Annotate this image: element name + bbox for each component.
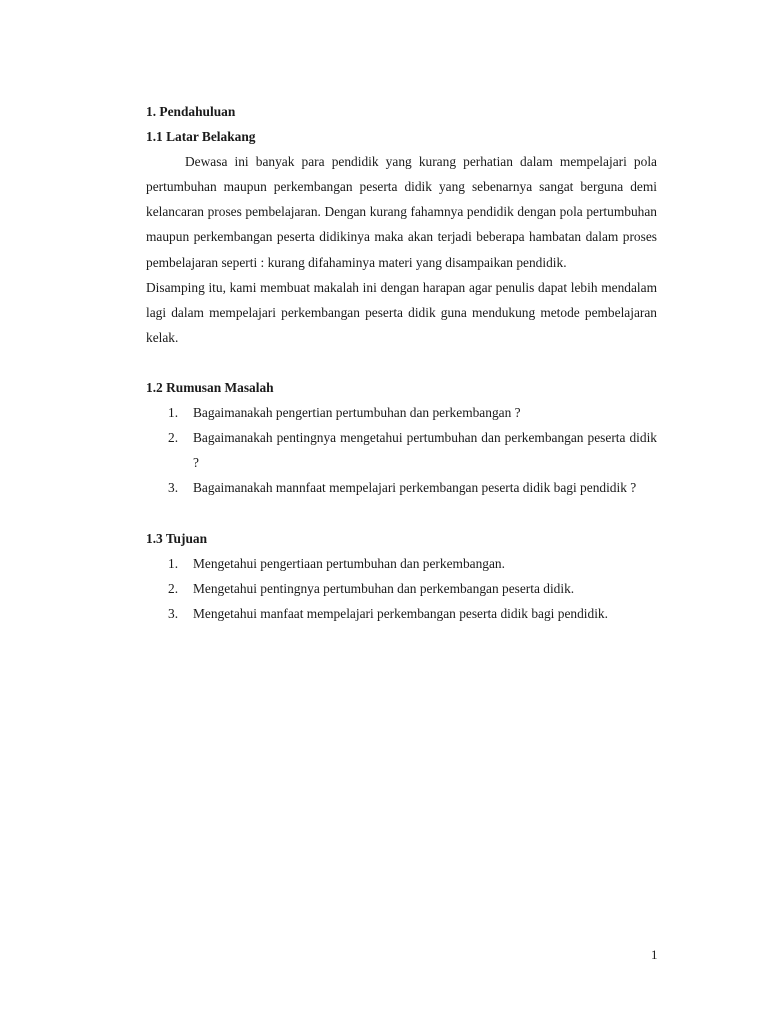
list-item-number: 2. [168,430,179,446]
list-item [146,601,657,626]
list-item-number: 3. [168,480,179,496]
list-item-text: Bagaimanakah pengertian pertumbuhan dan perkembangan ? [193,405,521,421]
section-heading-pendahuluan: 1. Pendahuluan [146,104,236,119]
list-item-number: 1. [168,405,179,421]
list-item-number: 2. [168,580,179,596]
document-page [146,99,657,626]
list-item [146,425,657,475]
list-item [146,576,657,601]
section-heading-latar-belakang: 1.1 Latar Belakang [146,129,256,145]
list-item [146,400,657,425]
page-number: 1 [651,947,658,962]
section-heading-rumusan-masalah: 1.2 Rumusan Masalah [146,380,274,396]
list-item-text: Mengetahui pentingnya pertumbuhan dan perkembangan peserta didik. [193,580,575,596]
list-item-number: 1. [168,555,179,571]
list-item [146,475,657,500]
tujuan-list [146,551,657,626]
list-item-text: Mengetahui pengertiaan pertumbuhan dan perkembangan. [193,555,505,571]
list-item-text: Mengetahui manfaat mempelajari perkembangan peserta didik bagi pendidik. [193,605,608,621]
list-item-number: 3. [168,605,179,621]
rumusan-masalah-list [146,400,657,500]
paragraph-latar-belakang-2: Disamping itu, kami membuat makalah ini dengan harapan agar penulis dapat lebih mendalam lagi dalam mempelajari perkembangan peserta didik guna mendukung metode pembelajaran kelak. [146,279,657,345]
list-item [146,551,657,576]
section-heading-tujuan: 1.3 Tujuan [146,530,208,546]
list-item-text: Bagaimanakah pentingnya mengetahui pertumbuhan dan perkembangan peserta didik ? [193,430,657,471]
paragraph-latar-belakang-1: Dewasa ini banyak para pendidik yang kurang perhatian dalam mempelajari pola pertumbuhan maupun perkembangan peserta didik yang sebenarnya sangat berguna demi kelancaran proses pembelajaran. Dengan kurang fahamnya pendidik dengan pola pertumbuhan maupun perkembangan peserta didikinya maka akan terjadi beberapa hambatan dalam proses pembelajaran seperti : kurang difahaminya materi yang disampaikan pendidik. [146,154,657,270]
list-item-text: Bagaimanakah mannfaat mempelajari perkembangan peserta didik bagi pendidik ? [193,480,637,496]
